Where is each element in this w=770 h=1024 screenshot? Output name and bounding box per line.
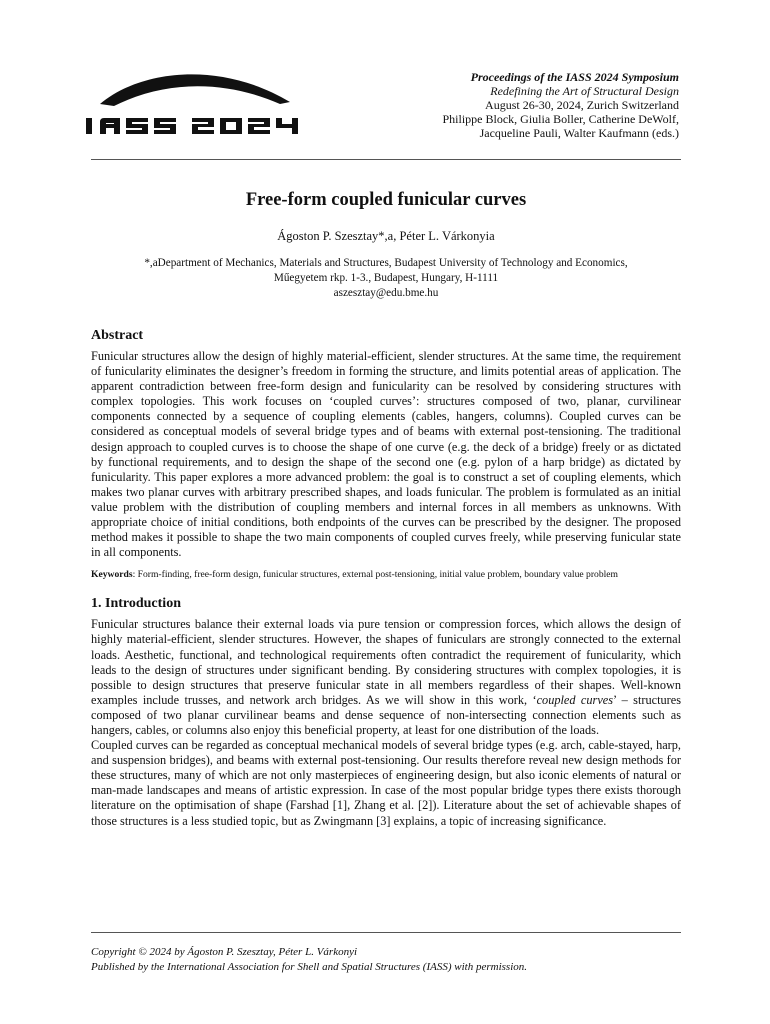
proceedings-header [349,70,679,140]
author-email: aszesztay@edu.bme.hu [333,287,439,299]
keywords-label: Keywords [91,569,133,581]
abstract-heading: Abstract [91,328,144,343]
symposium-theme: Redefining the Art of Structural Design [490,84,679,98]
introduction-paragraph-2: Coupled curves can be regarded as conceptual mechanical models of several bridge types (e.g. arch, cable-stayed, harp, and suspension bridges), and beams with external post-tensioning. Our results therefore reveal new design methods for these structures, many of which are not only masterpieces of engineering design, but also iconic elements of natural or man-made landscapes and means of artistic expression. In case of the most popular bridge types there exists thorough literature on the optimisation of shape (Farshad [1], Zhang et al. [2]). Literature about the set of achievable shapes of those structures is a less studied topic, but as Zwingmann [3] explains, a topic of increasing significance. [91,738,681,828]
keywords-text: : Form-finding, free-form design, funicular structures, external post-tensioning, initial value problem, boundary value problem [132,569,618,581]
proceedings-title: Proceedings of the IASS 2024 Symposium [470,70,679,84]
intro-p1-part-b: ’ – structures composed of two planar curvilinear beams and dense sequence of non-intersecting connection elements such as hangers, cables, or columns also enjoy this beneficial property, at least for one distribution of the loads. [91,692,681,737]
affiliation-line-2: Műegyetem rkp. 1-3., Budapest, Hungary, H-1111 [273,272,499,284]
affiliation-line-1: *,aDepartment of Mechanics, Materials and Structures, Budapest University of Technology and Economics, [144,257,628,269]
logo-arch-shape [100,74,290,106]
introduction-section [91,595,681,828]
paper-title: Free-form coupled funicular curves [245,190,527,210]
iass-2024-logo [80,60,306,138]
header-divider [91,159,681,160]
introduction-heading: 1. Introduction [91,596,181,612]
footer-divider [91,932,681,933]
abstract-text: Funicular structures allow the design of highly material-efficient, slender structures. At the same time, the requirement of funicularity eliminates the designer’s freedom in forming the structure, and limits potential areas of application. The apparent contradiction between free-form design and funicularity can be resolved by considering structures with complex topologies. This work focuses on ‘coupled curves’: structures composed of two, planar, curvilinear components connected by a sequence of coupling elements (cables, hangers, columns). Coupled curves can be considered as conceptual models of several bridge types and of beams with external post-tensioning. The traditional design approach to coupled curves is to choose the shape of one curve (e.g. the deck of a bridge) freely or as dictated by functional requirements, and to design the shape of the second one (e.g. pylon of a harp bridge) as dictated by funicularity. This paper explores a more advanced problem: the goal is to construct a set of coupling elements, which makes two planar curves with arbitrary prescribed shapes, and loads funicular. The problem is formulated as an initial value problem with the distribution of coupling members and internal forces in all members as unknowns. With appropriate choice of initial conditions, both endpoints of the curves can be prescribed by the designer. The proposed method makes it possible to shape the two main components of coupled curves freely, while preserving funicular state in all components. [91,349,681,560]
intro-p1-emphasis: coupled curves [536,692,614,707]
paper-body [91,327,681,829]
published-line: Published by the International Association for Shell and Spatial Structures (IASS) with permission. [91,961,527,973]
affiliation-block [91,256,681,301]
editors-line-2: Jacqueline Pauli, Walter Kaufmann (eds.) [479,126,679,140]
paper-authors: Ágoston P. Szesztay*,a, Péter L. Várkonyia [277,229,495,243]
page-footer [91,945,681,975]
editors-line-1: Philippe Block, Giulia Boller, Catherine DeWolf, [442,112,679,126]
logo-wordmark [86,118,298,134]
symposium-dates: August 26-30, 2024, Zurich Switzerland [485,98,679,112]
introduction-paragraph-1 [91,617,681,738]
copyright-line: Copyright © 2024 by Ágoston P. Szesztay, Péter L. Várkonyi [91,946,358,958]
keywords-line [91,569,681,581]
intro-p1-part-a: Funicular structures balance their external loads via pure tension or compression forces, which allows the design of highly material-efficient, slender structures. However, the shapes of funiculars are strongly connected to the external loads. Aesthetic, functional, and technological requirements often contradict the requirement of funicularity, which leads to the design of structures under significant bending. By considering structures with complex topologies, it is possible to design structures that preserve funicular state in all members regardless of their shapes. Well-known examples include trusses, and network arch bridges. As we will show in this work, ‘ [91,617,681,707]
